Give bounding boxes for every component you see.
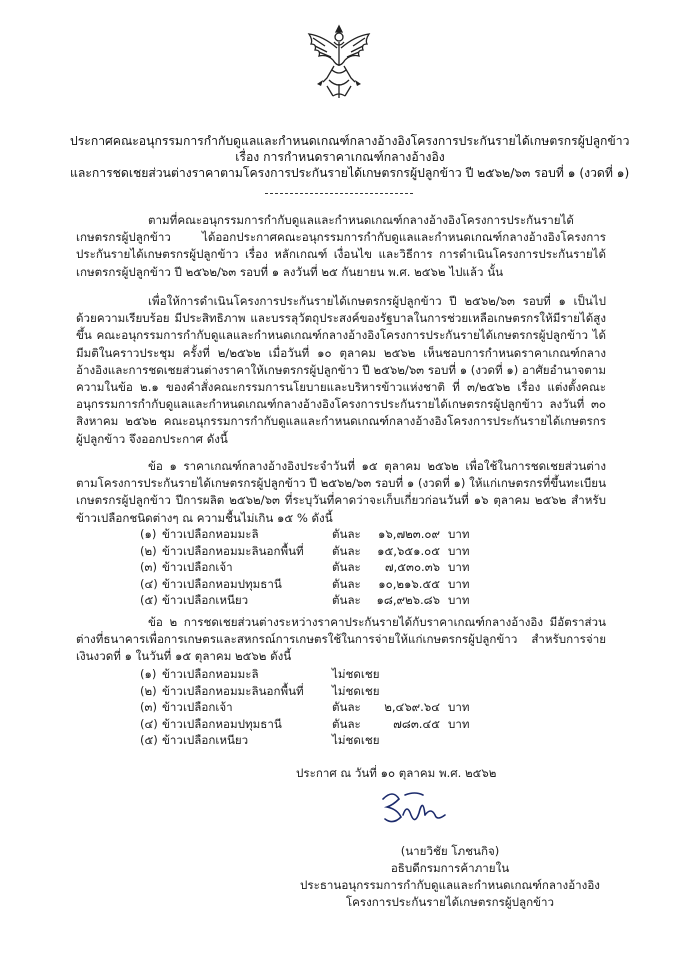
list-item: (๒) ข้าวเปลือกหอมมะลินอกพื้นที่ ตันละ ๑๕,๖๕๑.๐๕ บาท <box>140 543 470 558</box>
list-item: (๑) ข้าวเปลือกหอมมะลิ ตันละ ๑๖,๗๒๓.๐๙ บาท <box>140 527 470 541</box>
signature-block <box>280 843 620 911</box>
signer-role-2: โครงการประกันรายได้เกษตรกรผู้ปลูกข้าว <box>345 895 555 909</box>
signer-role: ประธานอนุกรรมการกำกับดูแลและกำหนดเกณฑ์กลางอ้างอิง <box>300 878 600 892</box>
list-item: (๓) ข้าวเปลือกเจ้า ตันละ ๒,๔๖๙.๖๔ บาท <box>140 700 470 714</box>
header-subject-line: เรื่อง การกำหนดราคาเกณฑ์กลางอ้างอิง <box>235 150 445 164</box>
paragraph-resolution: เพื่อให้การดำเนินโครงการประกันรายได้เกษตรกรผู้ปลูกข้าว ปี ๒๕๖๒/๖๓ รอบที่ ๑ เป็นไปด้วยความเรียบร้อย มีประสิทธิภาพ และบรรลุวัตถุประสงค์ของรัฐบาลในการช่วยเหลือเกษตรกรให้มีรายได้สูงขึ้น คณะอนุกรรมการกำกับดูแลและกำหนดเกณฑ์กลางอ้างอิงโครงการประกันรายได้เกษตรกรผู้ปลูกข้าว ได้มีมติในคราวประชุม ครั้งที่ ๒/๒๕๖๒ เมื่อวันที่ ๑๐ ตุลาคม ๒๕๖๒ เห็นชอบการกำหนดราคาเกณฑ์กลางอ้างอิงและการชดเชยส่วนต่างราคาให้เกษตรกรผู้ปลูกข้าว ปี ๒๕๖๒/๖๓ รอบที่ ๑ (งวดที่ ๑) อาศัยอำนาจตามความในข้อ ๒.๑ ของคำสั่งคณะกรรมการนโยบายและบริหารข้าวแห่งชาติ ที่ ๓/๒๕๖๒ เรื่อง แต่งตั้งคณะอนุกรรมการกำกับดูแลและกำหนดเกณฑ์กลางอ้างอิงโครงการประกันรายได้เกษตรกรผู้ปลูกข้าว ลงวันที่ ๓๐ สิงหาคม ๒๕๖๒ คณะอนุกรรมการกำกับดูแลและกำหนดเกณฑ์กลางอ้างอิงโครงการประกันรายได้เกษตรกรผู้ปลูกข้าว จึงออกประกาศ ดังนี้ <box>76 294 606 446</box>
compensation-list <box>140 666 500 749</box>
list-item: (๔) ข้าวเปลือกหอมปทุมธานี ตันละ ๑๐,๒๑๖.๕๕ บาท <box>140 576 470 591</box>
paragraph-clause-1: ข้อ ๑ ราคาเกณฑ์กลางอ้างอิงประจำวันที่ ๑๕ ตุลาคม ๒๕๖๒ เพื่อใช้ในการชดเชยส่วนต่างตามโครงการประกันรายได้เกษตรกรผู้ปลูกข้าว ปี ๒๕๖๒/๖๓ รอบที่ ๑ (งวดที่ ๑) ให้แก่เกษตรกรที่ขึ้นทะเบียนเกษตรกรผู้ปลูกข้าว ปีการผลิต ๒๕๖๒/๖๓ ที่ระบุวันที่คาดว่าจะเก็บเกี่ยวก่อนวันที่ ๑๖ ตุลาคม ๒๕๖๒ สำหรับข้าวเปลือกชนิดต่างๆ ณ ความชื้นไม่เกิน ๑๕ % ดังนี้ <box>76 459 606 525</box>
list-item: (๒) ข้าวเปลือกหอมมะลินอกพื้นที่ ไม่ชดเชย <box>140 683 380 698</box>
document-header <box>70 133 630 181</box>
header-divider <box>265 193 413 194</box>
paragraph-intro: ตามที่คณะอนุกรรมการกำกับดูแลและกำหนดเกณฑ์กลางอ้างอิงโครงการประกันรายได้เกษตรกรผู้ปลูกข้าว ได้ออกประกาศคณะอนุกรรมการกำกับดูแลและกำหนดเกณฑ์กลางอ้างอิงโครงการประกันรายได้เกษตรกรผู้ปลูกข้าว เรื่อง หลักเกณฑ์ เงื่อนไข และวิธีการ การดำเนินโครงการประกันรายได้เกษตรกรผู้ปลูกข้าว ปี ๒๕๖๒/๖๓ รอบที่ ๑ ลงวันที่ ๒๕ กันยายน พ.ศ. ๒๕๖๒ ไปแล้ว นั้น <box>76 213 606 279</box>
list-item: (๔) ข้าวเปลือกหอมปทุมธานี ตันละ ๗๘๓.๔๕ บาท <box>140 716 470 731</box>
list-item: (๕) ข้าวเปลือกเหนียว ไม่ชดเชย <box>140 733 380 747</box>
list-item: (๕) ข้าวเปลือกเหนียว ตันละ ๑๘,๙๒๖.๘๖ บาท <box>140 593 470 607</box>
signature-image <box>375 785 455 833</box>
announcement-date: ประกาศ ณ วันที่ ๑๐ ตุลาคม พ.ศ. ๒๕๖๒ <box>296 766 497 780</box>
signer-position: อธิบดีกรมการค้าภายใน <box>390 861 510 875</box>
signer-name: (นายวิชัย โภชนกิจ) <box>400 844 500 858</box>
header-subject-line-2: และการชดเชยส่วนต่างราคาตามโครงการประกันรายได้เกษตรกรผู้ปลูกข้าว ปี ๒๕๖๒/๖๓ รอบที่ ๑ (งวดที่ ๑) <box>70 166 630 180</box>
reference-price-list <box>140 526 500 609</box>
garuda-emblem-icon <box>303 22 375 100</box>
paragraph-clause-2: ข้อ ๒ การชดเชยส่วนต่างระหว่างราคาประกันรายได้กับราคาเกณฑ์กลางอ้างอิง มีอัตราส่วนต่างที่ธนาคารเพื่อการเกษตรและสหกรณ์การเกษตรใช้ในการจ่ายให้แก่เกษตรกรผู้ปลูกข้าว สำหรับการจ่ายเงินงวดที่ ๑ ในวันที่ ๑๕ ตุลาคม ๒๕๖๒ ดังนี้ <box>76 615 606 664</box>
list-item: (๓) ข้าวเปลือกเจ้า ตันละ ๗,๕๓๐.๓๖ บาท <box>140 560 470 574</box>
list-item: (๑) ข้าวเปลือกหอมมะลิ ไม่ชดเชย <box>140 667 380 681</box>
header-title-line: ประกาศคณะอนุกรรมการกำกับดูแลและกำหนดเกณฑ์กลางอ้างอิงโครงการประกันรายได้เกษตรกรผู้ปลูกข้าว <box>70 134 630 148</box>
